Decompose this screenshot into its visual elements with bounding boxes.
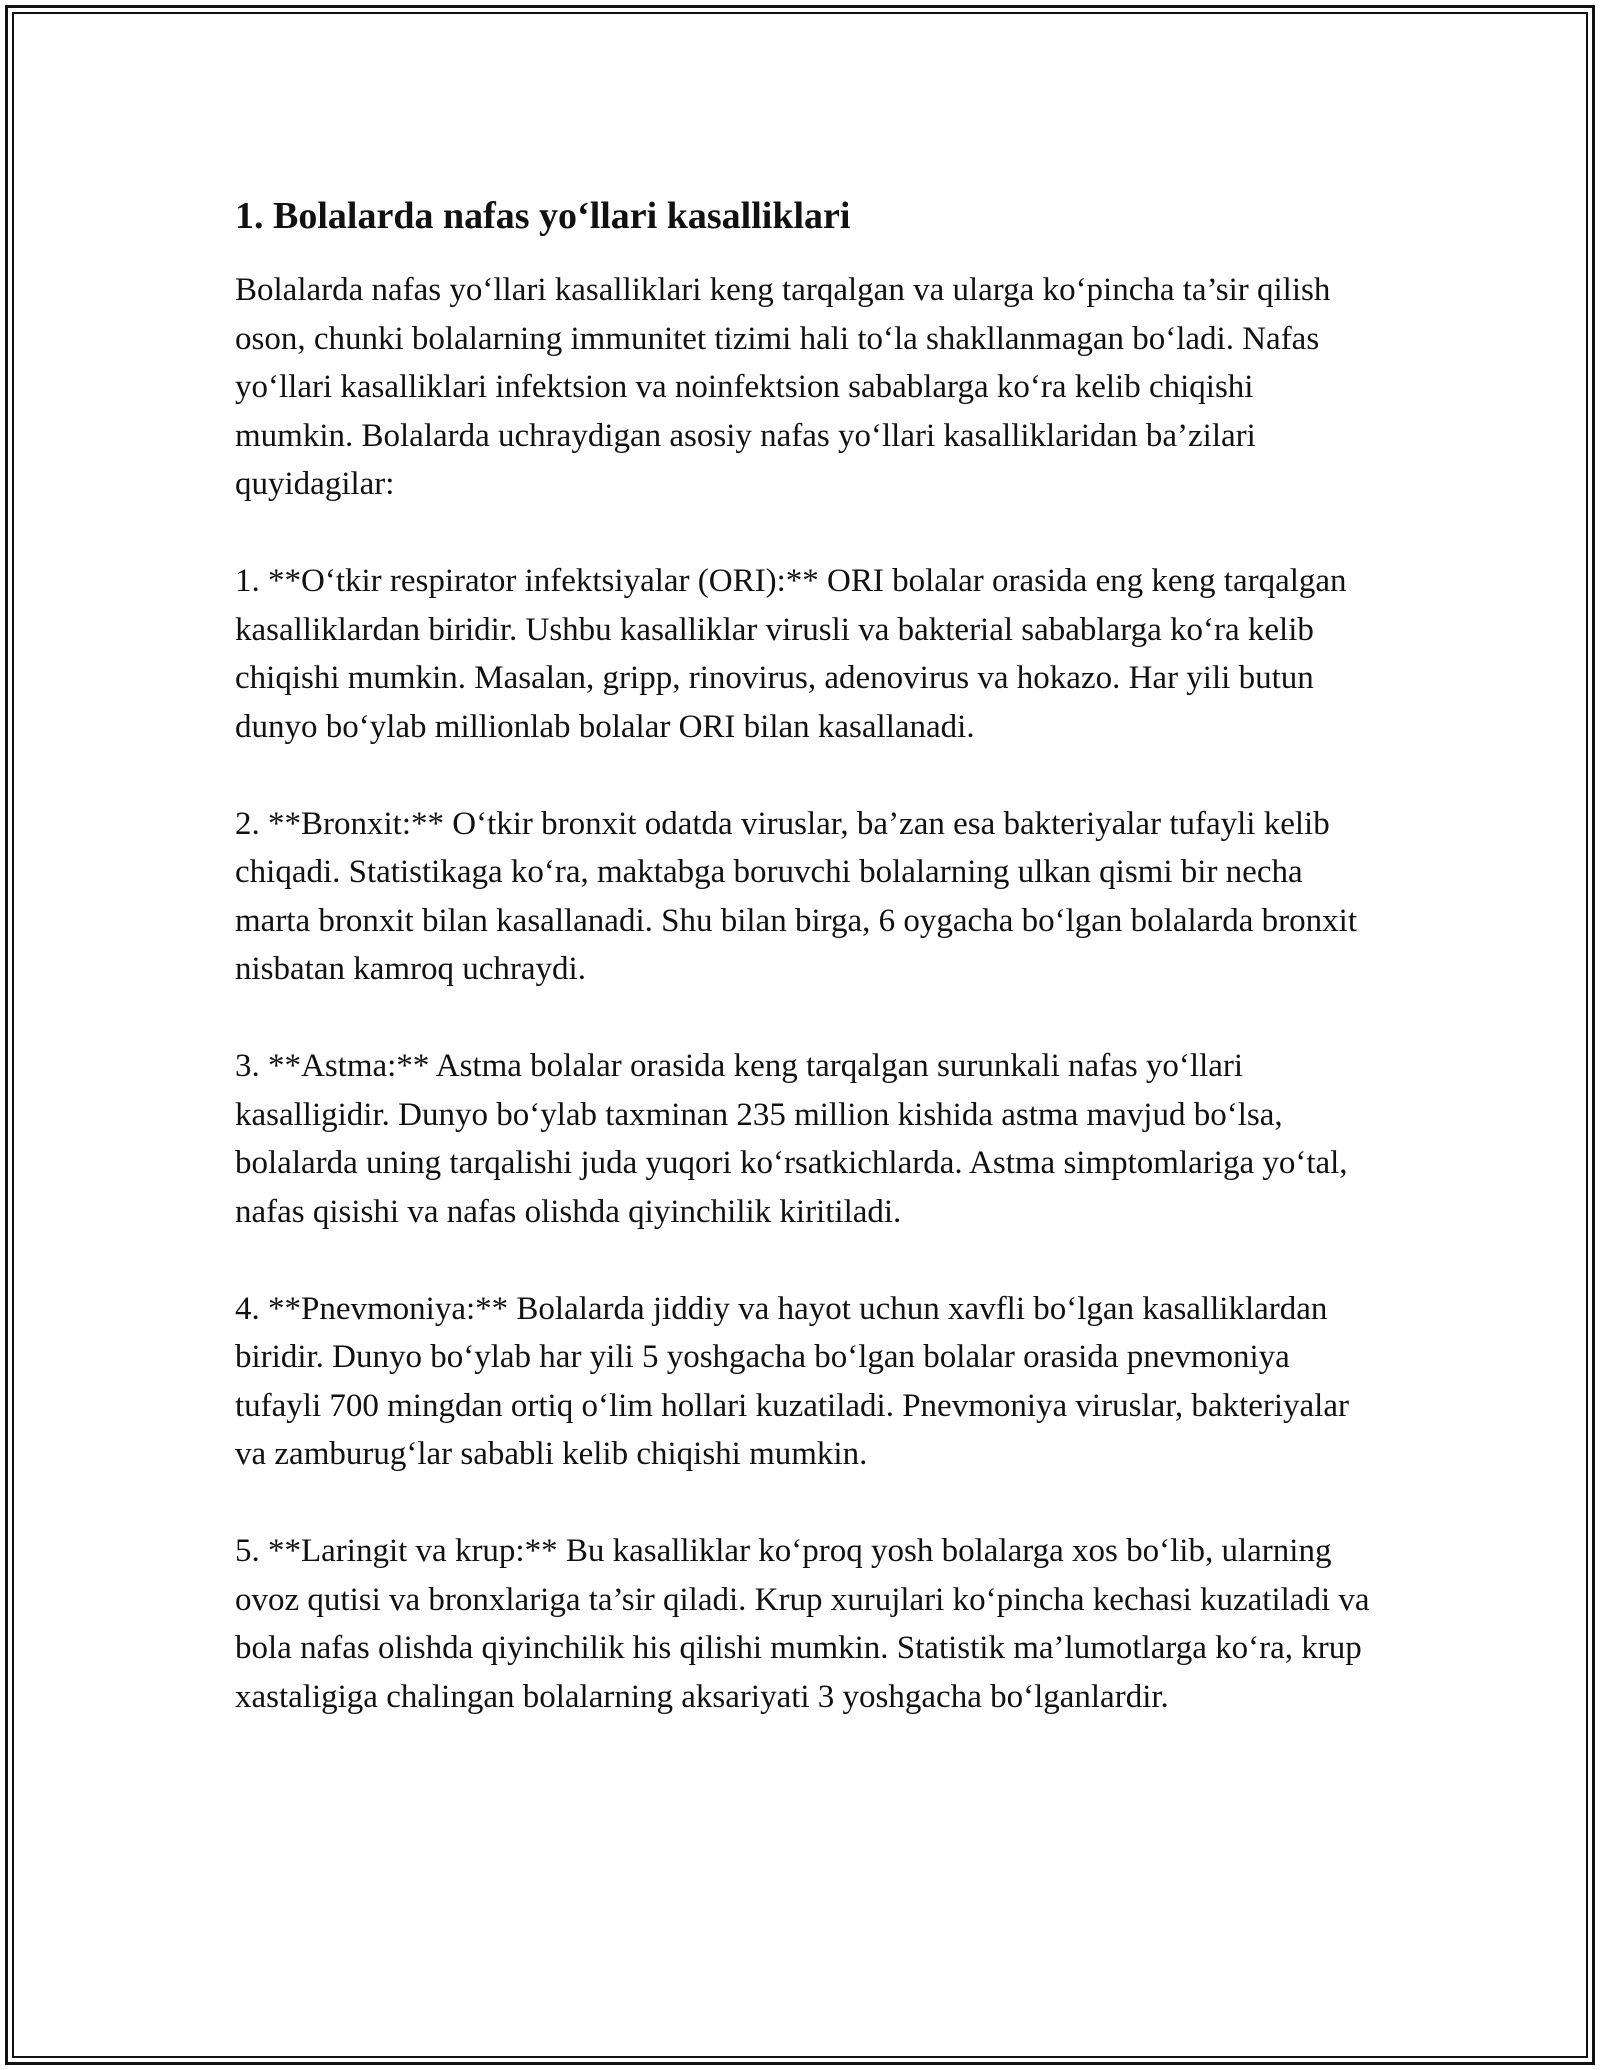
document-title: 1. Bolalarda nafas yo‘llari kasalliklari xyxy=(235,195,851,237)
list-item-bronxit: 2. **Bronxit:** O‘tkir bronxit odatda viruslar, ba’zan esa bakteriyalar tufayli kelib chiqadi. Statistikaga ko‘ra, maktabga boruvchi bolalarning ulkan qismi bir necha marta bronxit bilan kasallanadi. Shu bilan birga, 6 oygacha bo‘lgan bolalarda bronxit nisbatan kamroq uchraydi. xyxy=(235,805,1357,987)
intro-paragraph: Bolalarda nafas yo‘llari kasalliklari keng tarqalgan va ularga ko‘pincha ta’sir qilish oson, chunki bolalarning immunitet tizimi hali to‘la shakllanmagan bo‘ladi. Nafas yo‘llari kasalliklari infektsion va noinfektsion sabablarga ko‘ra kelib chiqishi mumkin. Bolalarda uchraydigan asosiy nafas yo‘llari kasalliklaridan ba’zilari quyidagilar: xyxy=(235,272,1331,502)
list-item-ori: 1. **O‘tkir respirator infektsiyalar (ORI):** ORI bolalar orasida eng keng tarqalgan kasalliklardan biridir. Ushbu kasalliklar virusli va bakterial sabablarga ko‘ra kelib chiqishi mumkin. Masalan, gripp, rinovirus, adenovirus va hokazo. Har yili butun dunyo bo‘ylab millionlab bolalar ORI bilan kasallanadi. xyxy=(235,563,1347,745)
list-item-laringit: 5. **Laringit va krup:** Bu kasalliklar ko‘proq yosh bolalarga xos bo‘lib, ularning ovoz qutisi va bronxlariga ta’sir qiladi. Krup xurujlari ko‘pincha kechasi kuzatiladi va bola nafas olishda qiyinchilik his qilishi mumkin. Statistik ma’lumotlarga ko‘ra, krup xastaligiga chalingan bolalarning aksariyati 3 yoshgacha bo‘lganlardir. xyxy=(235,1533,1370,1715)
list-item-pnevmoniya: 4. **Pnevmoniya:** Bolalarda jiddiy va hayot uchun xavfli bo‘lgan kasalliklardan biridir. Dunyo bo‘ylab har yili 5 yoshgacha bo‘lgan bolalar orasida pnevmoniya tufayli 700 mingdan ortiq o‘lim hollari kuzatiladi. Pnevmoniya viruslar, bakteriyalar va zamburug‘lar sababli kelib chiqishi mumkin. xyxy=(235,1290,1349,1472)
list-item-astma: 3. **Astma:** Astma bolalar orasida keng tarqalgan surunkali nafas yo‘llari kasalligidir. Dunyo bo‘ylab taxminan 235 million kishida astma mavjud bo‘lsa, bolalarda uning tarqalishi juda yuqori ko‘rsatkichlarda. Astma simptomlariga yo‘tal, nafas qisishi va nafas olishda qiyinchilik kiritiladi. xyxy=(235,1048,1348,1230)
document-body xyxy=(235,188,1375,1721)
